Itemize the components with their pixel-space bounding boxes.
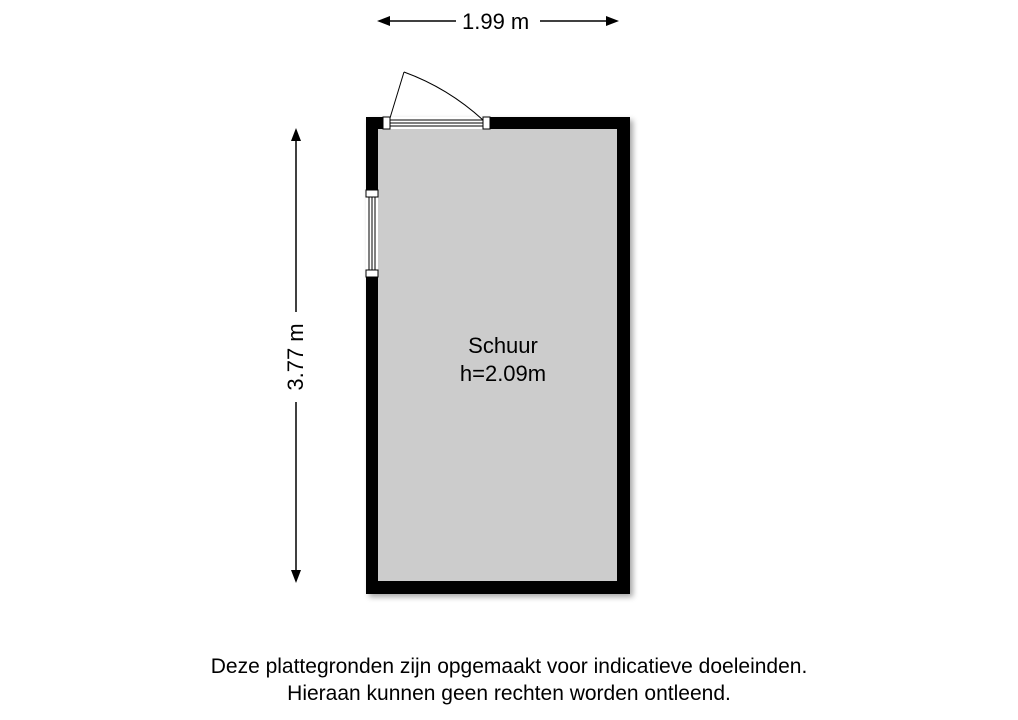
disclaimer-line-1: Deze plattegronden zijn opgemaakt voor indicatieve doeleinden. — [210, 655, 808, 678]
window — [366, 190, 378, 277]
room-height: h=2.09m — [459, 361, 547, 386]
disclaimer-line-2: Hieraan kunnen geen rechten worden ontleend. — [287, 682, 731, 705]
height-dimension-label: 3.77 m — [283, 317, 309, 396]
room-name: Schuur — [468, 333, 538, 358]
disclaimer — [0, 653, 1018, 707]
door — [383, 72, 490, 129]
width-dimension-label: 1.99 m — [456, 9, 535, 35]
